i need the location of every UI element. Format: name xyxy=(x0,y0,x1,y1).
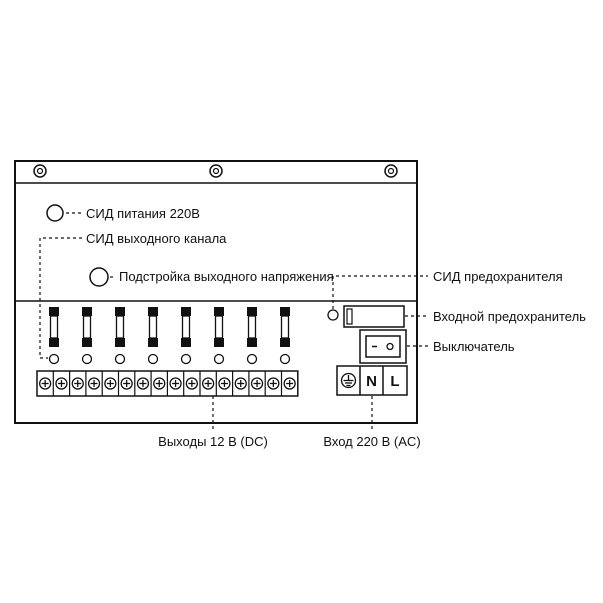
channel-fuse xyxy=(247,307,257,347)
fuse-led xyxy=(328,310,338,320)
channel-led xyxy=(281,355,290,364)
fuse-led-label: СИД предохранителя xyxy=(433,269,563,284)
channel-led xyxy=(182,355,191,364)
input-label: Вход 220 В (AC) xyxy=(323,434,421,449)
channel-fuse xyxy=(280,307,290,347)
output-terminal-block xyxy=(37,371,298,396)
power-led xyxy=(47,205,63,221)
channel-fuse xyxy=(214,307,224,347)
output-channel-led-label: СИД выходного канала xyxy=(86,231,227,246)
input-fuse-label: Входной предохранитель xyxy=(433,309,586,324)
ground-terminal-icon xyxy=(342,374,356,388)
neutral-terminal-label: N xyxy=(366,373,377,390)
live-terminal-label: L xyxy=(390,373,400,390)
channel-fuse xyxy=(82,307,92,347)
power-switch-rocker xyxy=(366,336,400,357)
channel-led xyxy=(83,355,92,364)
channel-led xyxy=(149,355,158,364)
power-switch-label: Выключатель xyxy=(433,339,515,354)
channel-led xyxy=(215,355,224,364)
channel-fuse xyxy=(181,307,191,347)
channel-fuse xyxy=(148,307,158,347)
outputs-label: Выходы 12 В (DC) xyxy=(158,434,268,449)
voltage-adjust-knob xyxy=(90,268,108,286)
voltage-adjust-label: Подстройка выходного напряжения xyxy=(119,269,334,284)
input-fuse-holder xyxy=(344,306,404,327)
power-led-label: СИД питания 220В xyxy=(86,206,200,221)
input-fuse-cap xyxy=(347,309,352,324)
channel-fuse xyxy=(49,307,59,347)
channel-led xyxy=(116,355,125,364)
channel-fuse xyxy=(115,307,125,347)
channel-led xyxy=(248,355,257,364)
channel-led xyxy=(50,355,59,364)
